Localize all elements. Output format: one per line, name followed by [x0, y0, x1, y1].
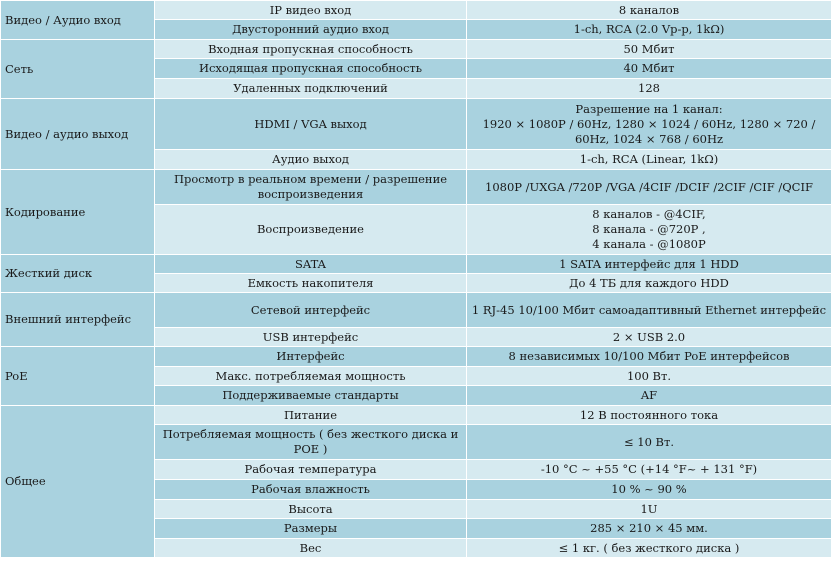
spec-value: 8 независимых 10/100 Мбит PoE интерфейсов [467, 347, 831, 367]
category-poe: PoE [1, 347, 155, 406]
spec-value [467, 99, 831, 150]
value-line: 8 каналов - @4CIF, [592, 207, 706, 221]
spec-name: IP видео вход [155, 1, 467, 20]
table-row [1, 293, 831, 328]
table-row [1, 347, 831, 367]
spec-name: Исходящая пропускная способность [155, 59, 467, 79]
spec-value: AF [467, 386, 831, 406]
spec-value: 1 RJ-45 10/100 Мбит самоадаптивный Ethernet интерфейс [467, 293, 831, 328]
spec-name: HDMI / VGA выход [155, 99, 467, 150]
spec-name: Вес [155, 539, 467, 558]
value-line: Разрешение на 1 канал: [575, 101, 723, 116]
spec-name: Двусторонний аудио вход [155, 20, 467, 40]
spec-name: Рабочая температура [155, 460, 467, 480]
table-row [1, 1, 831, 20]
category-encoding: Кодирование [1, 170, 155, 255]
spec-name: Интерфейс [155, 347, 467, 367]
category-video-audio-out: Видео / аудио выход [1, 99, 155, 170]
value-line: 4 канала - @1080P [592, 237, 706, 251]
spec-value: 10 % ~ 90 % [467, 480, 831, 500]
spec-value: 2 × USB 2.0 [467, 328, 831, 347]
spec-value [467, 205, 831, 255]
spec-value: ≤ 1 кг. ( без жесткого диска ) [467, 539, 831, 558]
spec-name: Высота [155, 500, 467, 519]
spec-value: 50 Мбит [467, 40, 831, 59]
category-video-audio-in: Видео / Аудио вход [1, 1, 155, 40]
spec-value: 1-ch, RCA (Linear, 1kΩ) [467, 150, 831, 170]
spec-name: Удаленных подключений [155, 79, 467, 99]
spec-value: 1080P /UXGA /720P /VGA /4CIF /DCIF /2CIF /CIF /QCIF [467, 170, 831, 205]
spec-name: USB интерфейс [155, 328, 467, 347]
spec-name: SATA [155, 255, 467, 274]
spec-name: Просмотр в реальном времени / разрешение воспроизведения [155, 170, 467, 205]
table-row [1, 406, 831, 425]
spec-value: 128 [467, 79, 831, 99]
spec-name: Питание [155, 406, 467, 425]
spec-value: -10 °C ~ +55 °C (+14 °F~ + 131 °F) [467, 460, 831, 480]
table-row [1, 40, 831, 59]
spec-name: Макс. потребляемая мощность [155, 367, 467, 386]
spec-name: Размеры [155, 519, 467, 539]
spec-name: Аудио выход [155, 150, 467, 170]
spec-value: До 4 ТБ для каждого HDD [467, 274, 831, 293]
spec-name: Сетевой интерфейс [155, 293, 467, 328]
table-row [1, 170, 831, 205]
spec-value: 1U [467, 500, 831, 519]
spec-value: 8 каналов [467, 1, 831, 20]
spec-value: 1 SATA интерфейс для 1 HDD [467, 255, 831, 274]
spec-value: 285 × 210 × 45 мм. [467, 519, 831, 539]
table-row [1, 255, 831, 274]
table-row [1, 99, 831, 150]
spec-value: 12 В постоянного тока [467, 406, 831, 425]
spec-name: Рабочая влажность [155, 480, 467, 500]
category-network: Сеть [1, 40, 155, 99]
spec-value: 100 Вт. [467, 367, 831, 386]
spec-value: ≤ 10 Вт. [467, 425, 831, 460]
category-general: Общее [1, 406, 155, 558]
spec-name: Входная пропускная способность [155, 40, 467, 59]
spec-value: 1-ch, RCA (2.0 Vp-p, 1kΩ) [467, 20, 831, 40]
category-hdd: Жесткий диск [1, 255, 155, 293]
spec-name: Поддерживаемые стандарты [155, 386, 467, 406]
value-line: 8 канала - @720P , [592, 222, 706, 236]
spec-name: Потребляемая мощность ( без жесткого диска и POE ) [155, 425, 467, 460]
spec-value: 40 Мбит [467, 59, 831, 79]
category-external-interface: Внешний интерфейс [1, 293, 155, 347]
spec-name: Емкость накопителя [155, 274, 467, 293]
value-line: 1920 × 1080P / 60Hz, 1280 × 1024 / 60Hz, 1280 × 720 / 60Hz, 1024 × 768 / 60Hz [482, 116, 816, 146]
spec-name: Воспроизведение [155, 205, 467, 255]
